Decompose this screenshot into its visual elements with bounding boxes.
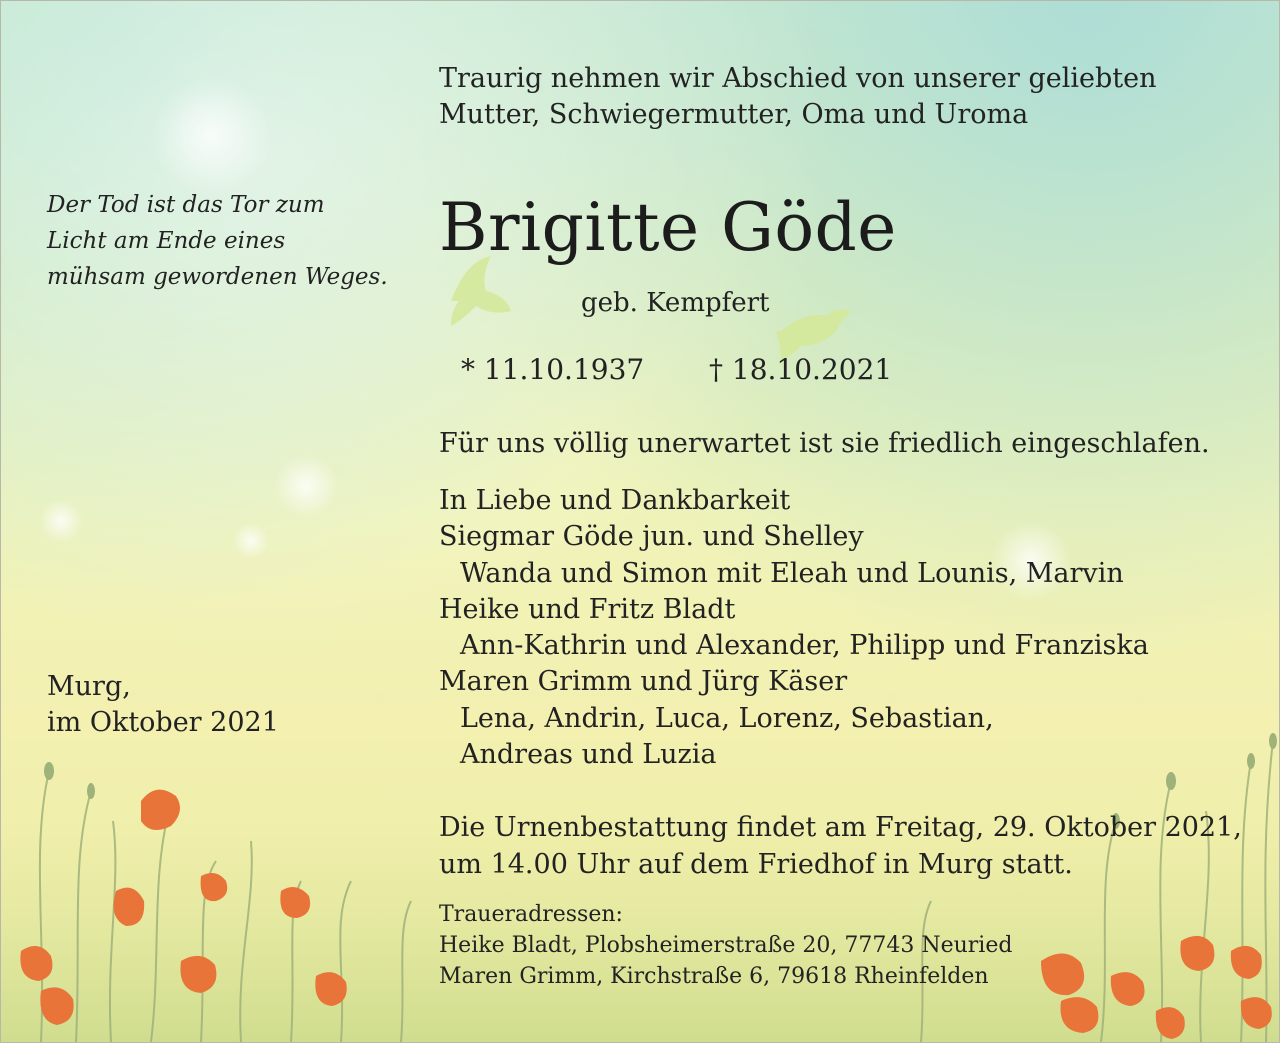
place-line: Murg, xyxy=(47,671,131,702)
birth-name: geb. Kempfert xyxy=(581,288,770,318)
passing-notice: Für uns völlig unerwartet ist sie friedlich eingeschlafen. xyxy=(439,428,1210,459)
address-line: Heike Bladt, Plobsheimerstraße 20, 77743 Neuried xyxy=(439,933,1013,958)
family-line: Wanda und Simon mit Eleah und Lounis, Marvin xyxy=(460,557,1124,589)
family-line: Siegmar Göde jun. und Shelley xyxy=(439,521,864,553)
quote-line: Der Tod ist das Tor zum xyxy=(47,192,325,218)
family-line: Maren Grimm und Jürg Käser xyxy=(439,666,848,698)
intro-line: Traurig nehmen wir Abschied von unserer geliebten xyxy=(439,63,1157,94)
funeral-info xyxy=(439,809,1242,883)
family-line: Andreas und Luzia xyxy=(460,739,717,771)
death-date: † 18.10.2021 xyxy=(709,353,893,386)
mourning-addresses xyxy=(439,899,1012,992)
intro-text xyxy=(439,61,1156,133)
family-line: Lena, Andrin, Luca, Lorenz, Sebastian, xyxy=(460,702,994,734)
addresses-heading: Traueradressen: xyxy=(439,902,623,927)
intro-line: Mutter, Schwiegermutter, Oma und Uroma xyxy=(439,99,1029,130)
quote-line: Licht am Ende eines xyxy=(47,228,286,254)
family-line: Ann-Kathrin und Alexander, Philipp und Franziska xyxy=(460,630,1149,662)
quote-line: mühsam gewordenen Weges. xyxy=(47,264,388,290)
birth-date: * 11.10.1937 xyxy=(461,353,645,386)
place-and-date xyxy=(47,669,279,741)
place-line: im Oktober 2021 xyxy=(47,707,279,738)
funeral-line: Die Urnenbestattung findet am Freitag, 29. Oktober 2021, xyxy=(439,812,1242,843)
deceased-name: Brigitte Göde xyxy=(439,189,897,266)
family-list xyxy=(439,483,1149,773)
funeral-line: um 14.00 Uhr auf dem Friedhof in Murg statt. xyxy=(439,849,1073,880)
family-line: In Liebe und Dankbarkeit xyxy=(439,485,791,516)
memorial-quote xyxy=(47,187,388,295)
address-line: Maren Grimm, Kirchstraße 6, 79618 Rheinfelden xyxy=(439,964,989,989)
family-line: Heike und Fritz Bladt xyxy=(439,593,736,625)
